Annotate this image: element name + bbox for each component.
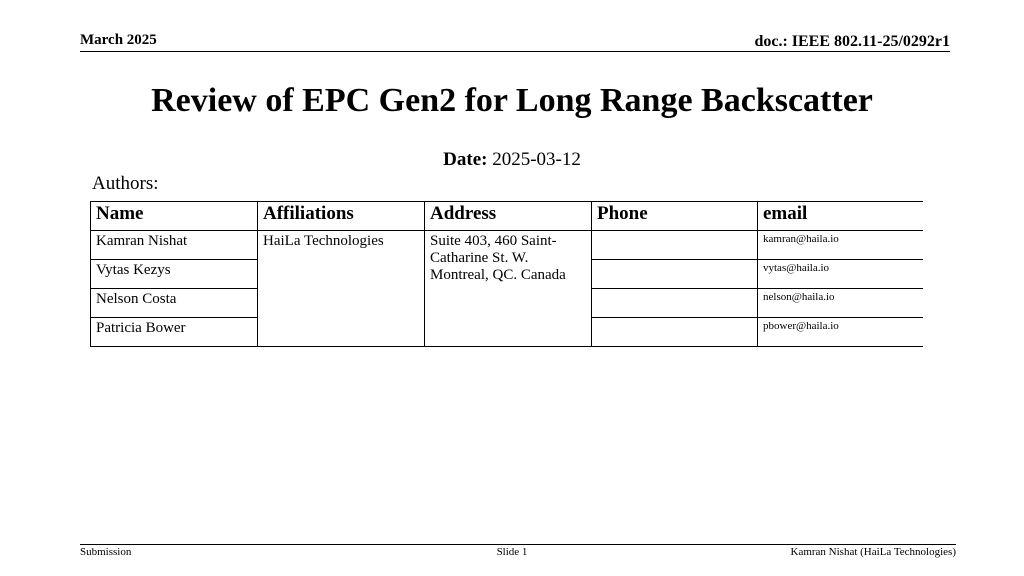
- footer-submission: Submission: [80, 546, 132, 558]
- column-header-affiliations: Affiliations: [258, 202, 425, 231]
- authors-table: [90, 201, 923, 347]
- author-email: kamran@haila.io: [758, 231, 923, 260]
- date-value: 2025-03-12: [492, 149, 581, 170]
- header-doc-id: doc.: IEEE 802.11-25/0292r1: [754, 33, 950, 50]
- author-name: Kamran Nishat: [91, 231, 258, 260]
- author-email: nelson@haila.io: [758, 289, 923, 318]
- author-phone: [592, 318, 758, 347]
- footer-author: Kamran Nishat (HaiLa Technologies): [790, 546, 956, 558]
- authors-label: Authors:: [92, 173, 159, 194]
- table-row: [91, 231, 923, 260]
- column-header-address: Address: [425, 202, 592, 231]
- footer-rule: [80, 544, 956, 545]
- table-header-row: [91, 202, 923, 231]
- author-address: Suite 403, 460 Saint-Catharine St. W. Montreal, QC. Canada: [425, 231, 592, 347]
- author-email: vytas@haila.io: [758, 260, 923, 289]
- author-affiliation: HaiLa Technologies: [258, 231, 425, 347]
- header-date: March 2025: [80, 32, 157, 48]
- header-rule: [80, 51, 950, 52]
- column-header-name: Name: [91, 202, 258, 231]
- column-header-email: email: [758, 202, 923, 231]
- slide-title: Review of EPC Gen2 for Long Range Backscatter: [151, 82, 873, 119]
- author-email: pbower@haila.io: [758, 318, 923, 347]
- date-label: Date:: [443, 149, 488, 170]
- author-phone: [592, 231, 758, 260]
- author-phone: [592, 260, 758, 289]
- author-name: Vytas Kezys: [91, 260, 258, 289]
- author-phone: [592, 289, 758, 318]
- footer-slide-number: Slide 1: [496, 546, 528, 558]
- column-header-phone: Phone: [592, 202, 758, 231]
- author-name: Patricia Bower: [91, 318, 258, 347]
- date-line: [0, 149, 1024, 171]
- author-name: Nelson Costa: [91, 289, 258, 318]
